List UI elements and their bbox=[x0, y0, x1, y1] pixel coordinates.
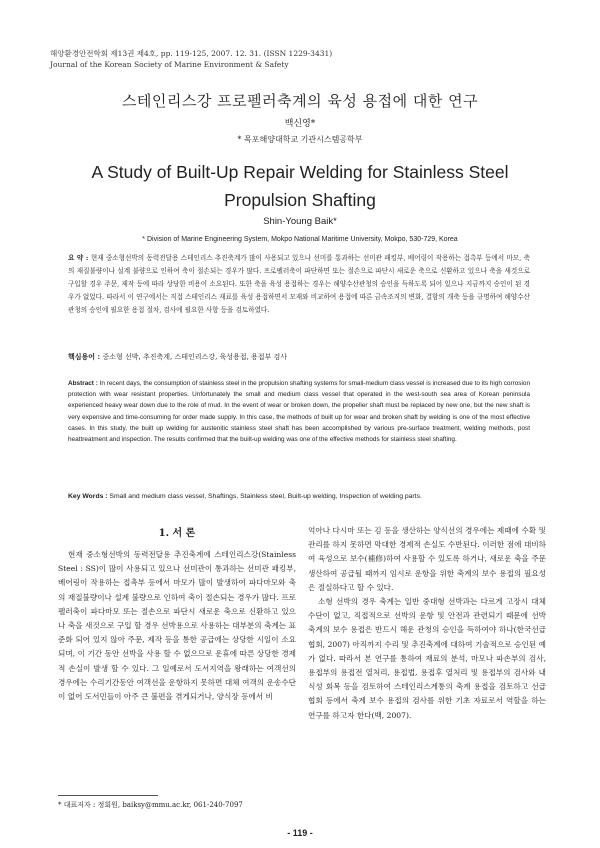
corresponding-author-footnote: * 대표저자 : 정회원, baiksy@mmu.ac.kr, 061-240-7097 bbox=[58, 801, 243, 809]
keywords-korean-text: 중소형 선박, 추진축계, 스테인리스강, 육성용접, 용접부 검사 bbox=[102, 353, 288, 361]
keywords-korean-label: 핵심용어 : bbox=[68, 352, 103, 361]
journal-citation-ko: 해양환경안전학회 제13권 제4호, pp. 119-125, 2007. 12. 31. (ISSN 1229-3431) bbox=[50, 49, 333, 58]
footnote-divider bbox=[58, 795, 158, 796]
author-korean: 백신영* bbox=[284, 119, 316, 129]
keywords-english bbox=[68, 493, 530, 500]
affiliation-english: * Division of Marine Engineering System, Mokpo National Maritime University, Mokpo, 530-729, Korea bbox=[142, 236, 458, 243]
abstract-korean-text: 현재 중소형선박의 동력전달용 스테인리스 추진축계가 많이 사용되고 있으나 선미를 통과하는 선미관 패킹부, 베어링이 작용하는 접촉부 등에서 마모, 축의 재질불량이나 설계 불량으로 인하여 축이 절손되는 경우가 많다. 프로펠러축이 파단하면 또는 절손으로 파단시 새로운 축으로 신환하고 있으나 축을 새것으로 구입할 경우 주문, 제작 등에 따라 상당한 비용이 소요된다. 또한 축을 육성 용접하는 경우는 해양수산관청의 승인을 득하도록 되어 있으나 지금까지 승인이 된 경우가 없었다. 따라서 이 연구에서는 직접 스테인리스 재료를 육성 용접하면서 모재와 비교하여 용접에 따른 금속조직의 변화, 결함의 개축 등을 규명하여 해양수산관청의 승인에 필요한 용접 절차, 검사에 필요한 사항 등을 검토하였다. bbox=[68, 254, 531, 315]
title-english-line2: Propulsion Shafting bbox=[224, 190, 376, 210]
journal-name-en: Journal of the Korean Society of Marine Environment & Safety bbox=[50, 60, 289, 69]
page-number: - 119 - bbox=[287, 828, 313, 838]
author-english: Shin-Young Baik* bbox=[263, 216, 337, 227]
abstract-english-label: Abstract : bbox=[68, 380, 100, 387]
abstract-english bbox=[68, 378, 530, 445]
journal-header bbox=[50, 48, 332, 70]
abstract-english-text: In recent days, the consumption of stainless steel in the propulsion shafting systems for small-medium class vessel is increased due to its high corrosion protection with wear resistant properties. Unfortunately the small and medium class vessel that operated in the west-south sea area of Korean peninsula experienced heavy wear down due to the role of mud. In the event of wear or broken down, the propeller shaft must be replaced by new one, but the new shaft is very expensive and time-consuming for order made supply. In this case, the methods of built up for wear and broken shaft by welding is one of the most effective cases. In this study, the built up welding for austenitic stainless steel shaft has been accomplished by various pre-surface treatment, welding methods, post heattreatment and inspection. The results confirmed that the built-up welding was one of the effective methods for stainless steel shafting. bbox=[68, 380, 530, 444]
keywords-english-label: Key Words : bbox=[68, 493, 110, 500]
body-column-right bbox=[308, 524, 546, 723]
abstract-korean bbox=[68, 252, 530, 317]
body-paragraph: 소형 선박의 경우 축계는 일반 중대형 선박과는 다르게 고장시 대체 수단이 없고, 직접적으로 선박의 운항 및 안전과 관련되기 때문에 선박 축계의 보수 용접은 반드시 해운 관청의 승인을 득하여야 하나(한국선급협회, 2007) 아직까지 수리 및 추진축계에 대하여 기술적으로 승인된 예가 없다. 따라서 본 연구를 통하여 재료의 분석, 마모나 파손부의 검사, 용접부의 용접전 열처리, 용접법, 용접후 열처리 및 용접부의 검사와 내식성 회복 등을 검토하여 스테인리스계통의 축계 용접을 검토하고 선급협회 등에서 축계 보수 용접의 검사를 위한 기초 자료로서 역할을 하는 연구를 하고자 한다(백, 2007). bbox=[308, 597, 546, 720]
section-heading-introduction: 1. 서 론 bbox=[158, 528, 196, 539]
body-paragraph: 억아나 다시마 또는 김 등을 생산하는 양식선의 경우에는 제때에 수확 및 관리를 하지 못하면 막대한 경제적 손실도 수반된다. 이러한 점에 대비하여 육성으로 보수(補修)하여 사용할 수 있도록 하거나, 새로운 축을 주문 생산하여 공급될 때까지 임시로 운항을 위한 축계의 보수 용접의 필요성은 절실하다고 할 수 있다. bbox=[308, 526, 546, 592]
body-column-left: 현재 중소형선박의 동력전달용 추진축계에 스테인리스강(Stainless Steel : SS)이 많이 사용되고 있으나 선미관이 통과하는 선미관 패킹부, 베어링이 작용하는 접촉부 등에서 마모가 많이 발생하여 파다마모와 축의 재질불량이나 설계 불량으로 인하여 축이 절손되는 경우가 많다. 프로펠러축이 파다마모 또는 절손으로 파단시 새로운 축으로 신환하고 있으나 축을 새것으로 구입 할 경우 선박용으로 사용하는 대부분의 축계는 표준화 되어 있지 않아 주문, 제작 등을 통한 공급에는 상당한 시일이 소요되며, 이 기간 동안 선박을 사용 할 수 없으므로 운휴에 따른 상당한 경제적 손실이 발생 할 수 있다. 그 일예로서 도서지역을 왕래하는 여객선의 경우에는 수리기간동안 여객선을 운항하지 못하면 대체 여객의 운송수단이 없어 도서민들이 아주 큰 불편을 겪게되거나, 양식장 등에서 비 bbox=[58, 550, 296, 702]
keywords-korean bbox=[68, 352, 530, 362]
title-korean: 스테인리스강 프로펠러축계의 육성 용접에 대한 연구 bbox=[121, 92, 479, 110]
affiliation-korean: * 목포해양대학교 기관시스템공학부 bbox=[237, 135, 363, 144]
abstract-korean-label: 요 약 : bbox=[68, 254, 91, 262]
keywords-english-text: Small and medium class vessel, Shaftings, Stainless steel, Built-up welding, Inspection of welding parts. bbox=[109, 493, 422, 500]
title-english-line1: A Study of Built-Up Repair Welding for Stainless Steel bbox=[91, 162, 509, 182]
title-english bbox=[0, 158, 600, 214]
